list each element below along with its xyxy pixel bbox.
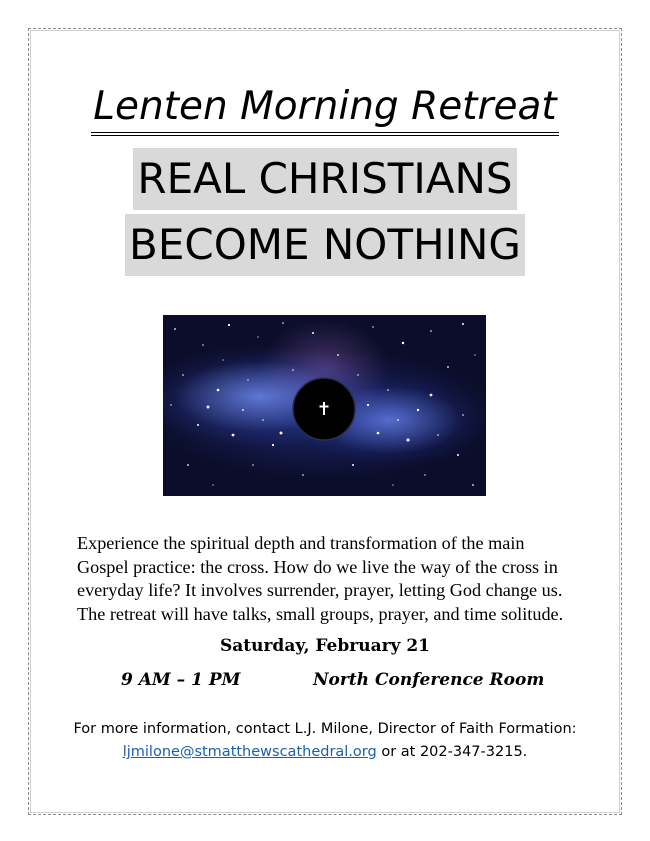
retreat-description: Experience the spiritual depth and transformation of the main Gospel practice: the cross. How do we live the way of the cross in everyday life? It involves surrender, prayer, letting God change us. The retreat will have talks, small groups, prayer, and time solitude. xyxy=(77,533,564,624)
headline-line-2: BECOME NOTHING xyxy=(0,214,650,276)
headline-line-1: REAL CHRISTIANS xyxy=(0,148,650,210)
contact-line-1: For more information, contact L.J. Milone, Director of Faith Formation: xyxy=(73,721,577,737)
retreat-time: 9 AM – 1 PM xyxy=(121,670,241,690)
retreat-title: Lenten Morning Retreat xyxy=(0,84,650,136)
contact-line-2 xyxy=(0,741,650,764)
contact-phone: or at 202-347-3215. xyxy=(376,744,528,760)
nebula-image xyxy=(163,315,486,496)
contact-email-link[interactable]: ljmilone@stmatthewscathedral.org xyxy=(122,744,377,760)
contact-info xyxy=(0,718,650,764)
retreat-date: Saturday, February 21 xyxy=(219,636,431,656)
nebula-stars xyxy=(163,315,486,496)
retreat-location: North Conference Room xyxy=(313,670,545,690)
